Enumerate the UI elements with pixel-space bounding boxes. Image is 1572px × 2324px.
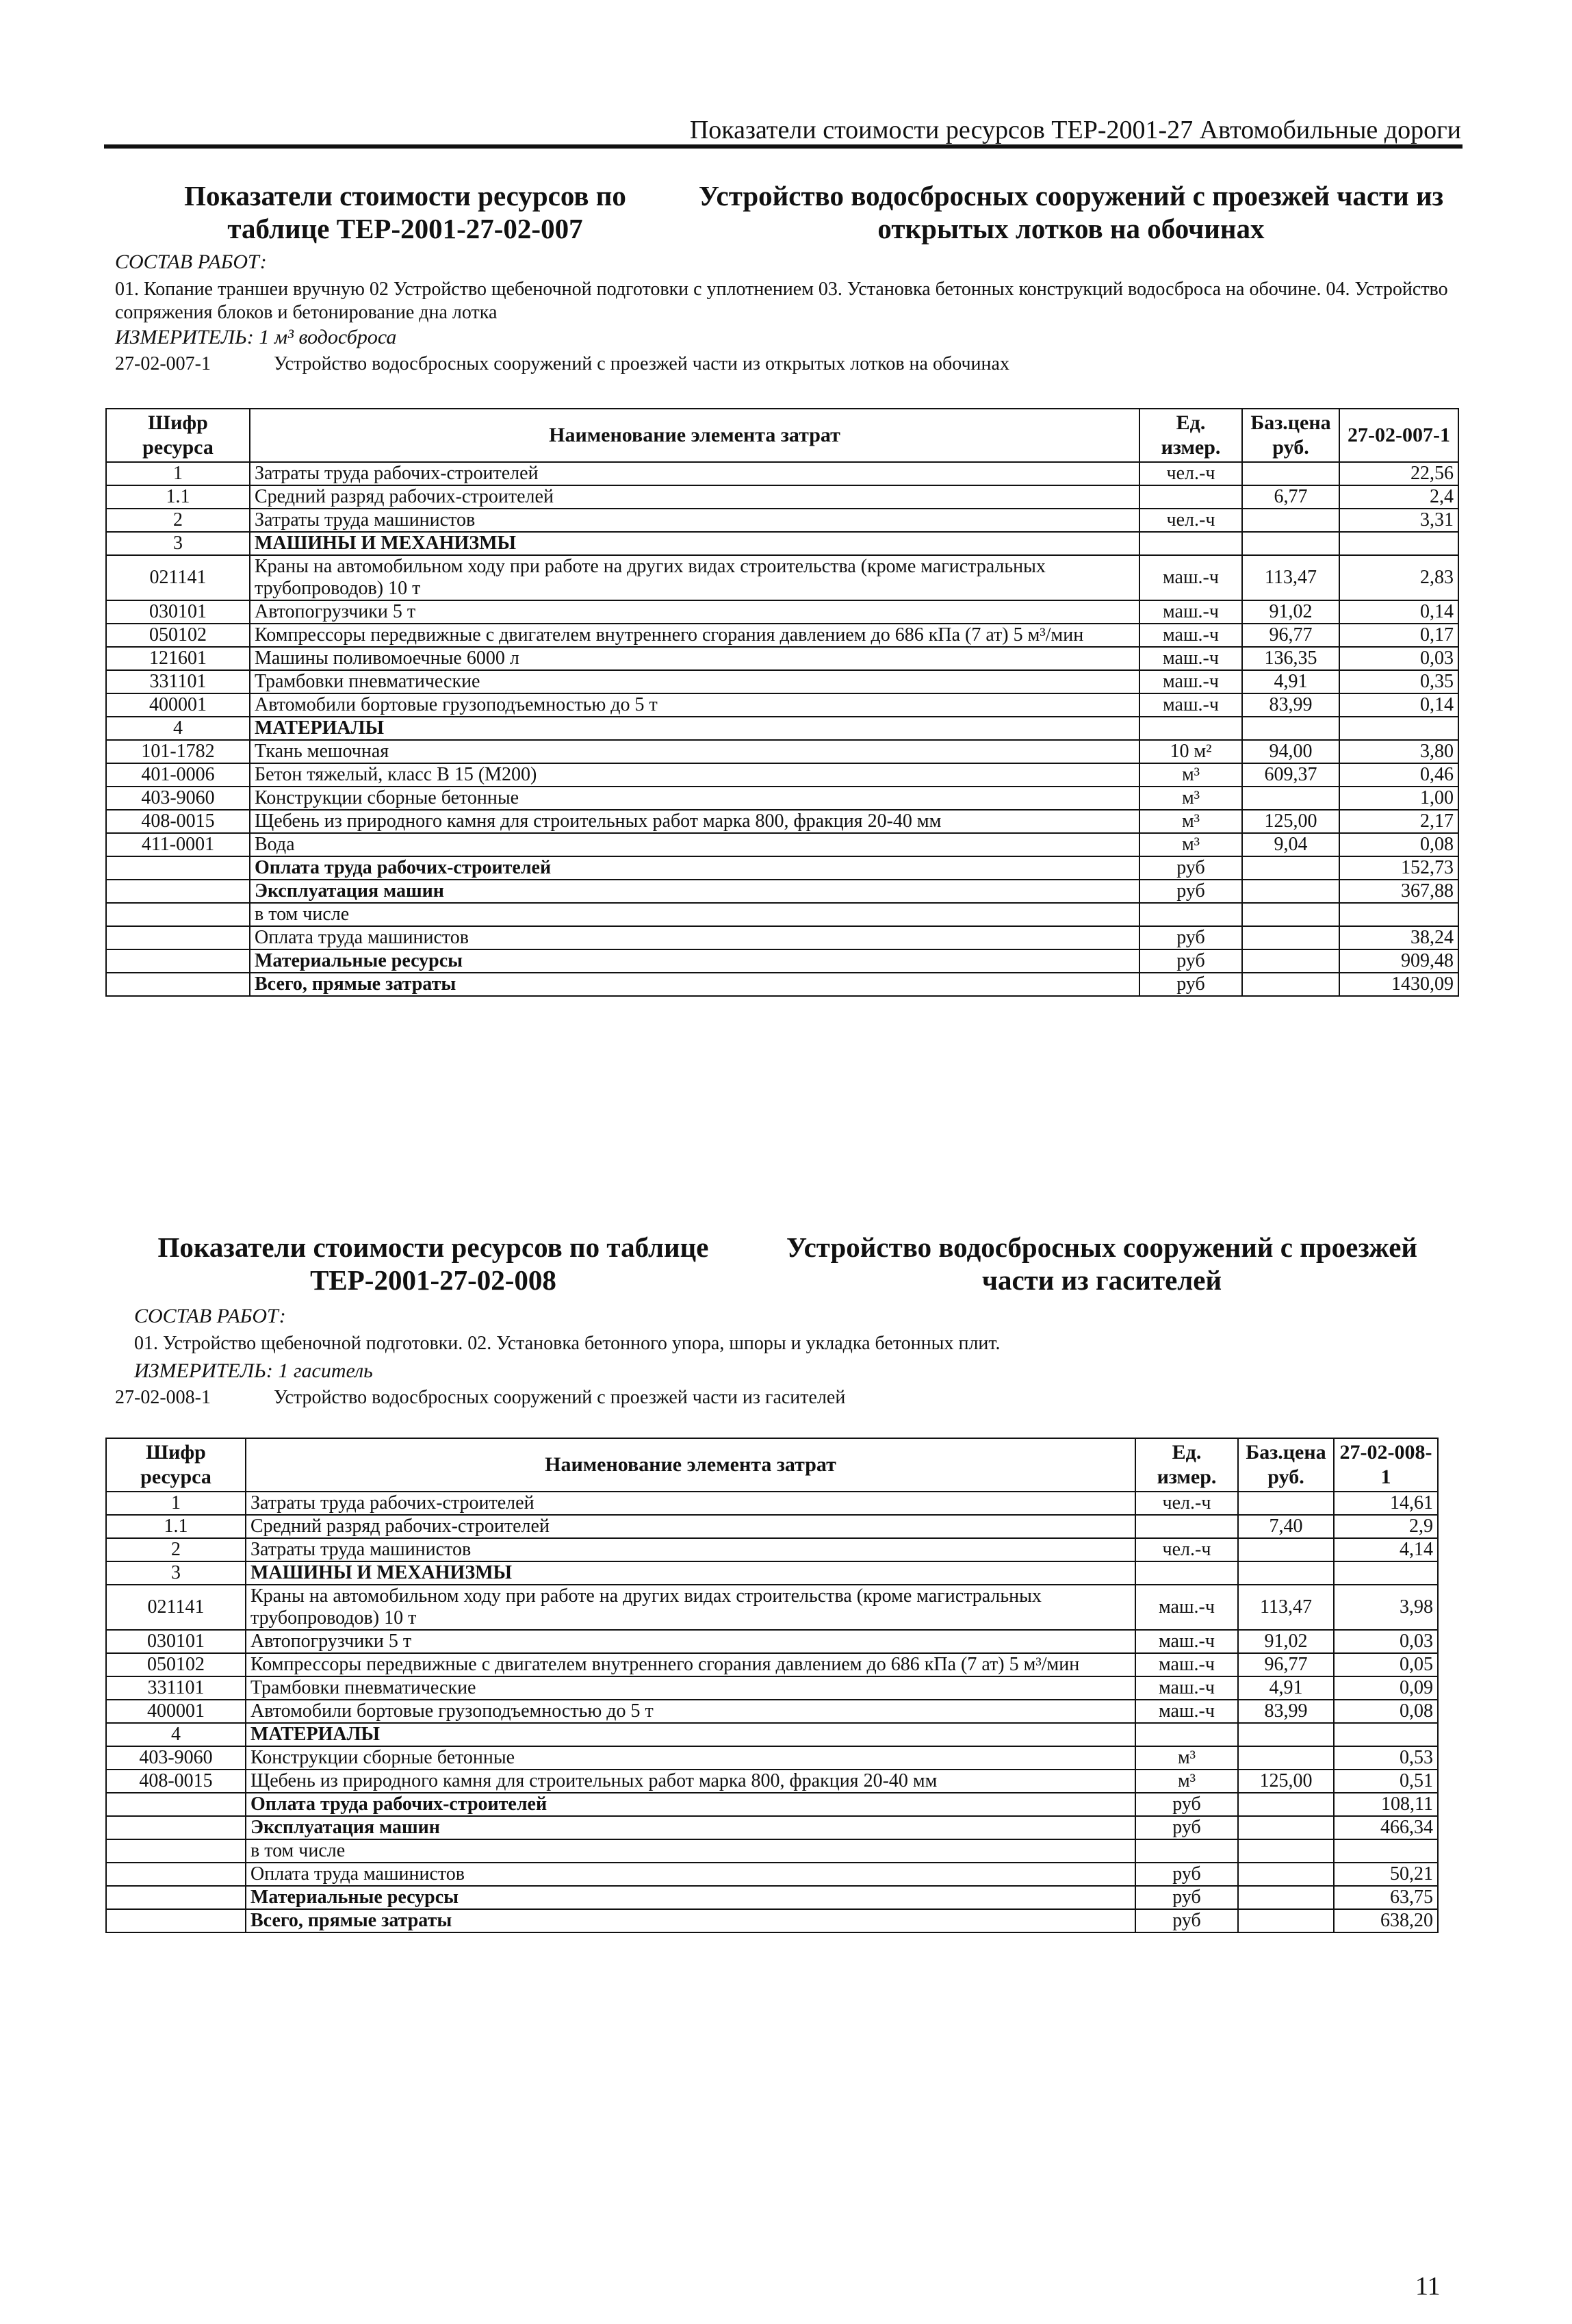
row-code-cell: 1	[106, 1492, 246, 1515]
row-name-cell: Бетон тяжелый, класс В 15 (М200)	[250, 763, 1139, 787]
row-value-cell: 0,03	[1334, 1630, 1438, 1653]
row-price-cell: 6,77	[1242, 485, 1339, 509]
row-code-cell: 411-0001	[106, 833, 250, 856]
row-name-cell: Затраты труда рабочих-строителей	[250, 462, 1139, 485]
row-name-cell: Затраты труда рабочих-строителей	[246, 1492, 1135, 1515]
row-price-cell: 94,00	[1242, 740, 1339, 763]
row-unit-cell: руб	[1135, 1793, 1238, 1816]
row-value-cell: 0,09	[1334, 1676, 1438, 1700]
row-code-cell: 2	[106, 509, 250, 532]
header-unit: Ед. измер.	[1135, 1438, 1238, 1492]
row-price-cell: 4,91	[1238, 1676, 1334, 1700]
header-name: Наименование элемента затрат	[250, 409, 1139, 462]
table-row	[106, 1793, 1438, 1816]
header-name: Наименование элемента затрат	[246, 1438, 1135, 1492]
row-unit-cell: чел.-ч	[1135, 1538, 1238, 1561]
row-code-cell	[106, 856, 250, 880]
table-row	[106, 1561, 1438, 1585]
row-price-cell	[1242, 949, 1339, 973]
row-value-cell	[1334, 1839, 1438, 1863]
header-unit: Ед. измер.	[1139, 409, 1242, 462]
row-price-cell: 113,47	[1242, 555, 1339, 600]
row-price-cell	[1242, 880, 1339, 903]
row-value-cell	[1339, 717, 1458, 740]
row-value-cell: 3,98	[1334, 1585, 1438, 1630]
row-name-cell: МАШИНЫ И МЕХАНИЗМЫ	[250, 532, 1139, 555]
row-unit-cell: маш.-ч	[1139, 555, 1242, 600]
row-code-cell	[106, 1863, 246, 1886]
row-unit-cell: маш.-ч	[1139, 624, 1242, 647]
row-value-cell: 0,08	[1339, 833, 1458, 856]
table-row	[106, 949, 1458, 973]
row-price-cell: 136,35	[1242, 647, 1339, 670]
row-code-cell: 400001	[106, 1700, 246, 1723]
row-value-cell: 14,61	[1334, 1492, 1438, 1515]
row-unit-cell: руб	[1139, 856, 1242, 880]
row-price-cell	[1238, 1839, 1334, 1863]
row-value-cell: 1,00	[1339, 787, 1458, 810]
row-price-cell	[1238, 1538, 1334, 1561]
row-code-cell: 1.1	[106, 485, 250, 509]
row-name-cell: Трамбовки пневматические	[246, 1676, 1135, 1700]
table-header-row	[106, 1438, 1438, 1492]
row-name-cell: Затраты труда машинистов	[246, 1538, 1135, 1561]
row-value-cell: 0,14	[1339, 693, 1458, 717]
header-column: 27-02-008-1	[1334, 1438, 1438, 1492]
row-price-cell	[1242, 787, 1339, 810]
table-row	[106, 833, 1458, 856]
section2-title-right: Устройство водосбросных сооружений с проезжей части из гасителей	[786, 1231, 1418, 1296]
row-code-cell	[106, 1886, 246, 1909]
row-value-cell	[1334, 1561, 1438, 1585]
section1-title-right: Устройство водосбросных сооружений с проезжей части из открытых лотков на обочинах	[698, 180, 1444, 244]
row-price-cell	[1242, 462, 1339, 485]
row-value-cell: 0,35	[1339, 670, 1458, 693]
table-row	[106, 1839, 1438, 1863]
row-code-cell: 1.1	[106, 1515, 246, 1538]
section1-code-ref: 27-02-007-1	[115, 353, 211, 374]
row-price-cell: 83,99	[1238, 1700, 1334, 1723]
row-code-cell: 408-0015	[106, 1770, 246, 1793]
header-rule	[104, 144, 1463, 149]
table-row	[106, 1585, 1438, 1630]
row-unit-cell: руб	[1139, 973, 1242, 996]
section2-code-ref: 27-02-008-1	[115, 1387, 211, 1408]
row-unit-cell: руб	[1139, 926, 1242, 949]
row-name-cell: в том числе	[250, 903, 1139, 926]
row-name-cell: Щебень из природного камня для строительных работ марка 800, фракция 20-40 мм	[250, 810, 1139, 833]
row-unit-cell: м³	[1139, 763, 1242, 787]
row-code-cell	[106, 1793, 246, 1816]
running-header: Показатели стоимости ресурсов ТЕР-2001-27 Автомобильные дороги	[689, 116, 1461, 144]
row-value-cell: 108,11	[1334, 1793, 1438, 1816]
row-code-cell	[106, 903, 250, 926]
table-row	[106, 787, 1458, 810]
row-code-cell: 030101	[106, 1630, 246, 1653]
row-unit-cell: маш.-ч	[1139, 693, 1242, 717]
row-code-cell: 403-9060	[106, 1746, 246, 1770]
row-price-cell	[1242, 509, 1339, 532]
header-price: Баз.цена руб.	[1242, 409, 1339, 462]
row-price-cell: 96,77	[1242, 624, 1339, 647]
row-code-cell: 2	[106, 1538, 246, 1561]
table-row	[106, 926, 1458, 949]
table-row	[106, 485, 1458, 509]
row-unit-cell: чел.-ч	[1139, 462, 1242, 485]
header-column: 27-02-007-1	[1339, 409, 1458, 462]
row-price-cell: 9,04	[1242, 833, 1339, 856]
section2-meter-label: ИЗМЕРИТЕЛЬ: 1 гаситель	[134, 1359, 373, 1382]
row-name-cell: Оплата труда машинистов	[246, 1863, 1135, 1886]
table-row	[106, 740, 1458, 763]
section2-code-desc: Устройство водосбросных сооружений с проезжей части из гасителей	[274, 1387, 846, 1408]
row-unit-cell: маш.-ч	[1135, 1585, 1238, 1630]
row-name-cell: МАШИНЫ И МЕХАНИЗМЫ	[246, 1561, 1135, 1585]
table-row	[106, 1538, 1438, 1561]
row-value-cell: 63,75	[1334, 1886, 1438, 1909]
row-price-cell: 83,99	[1242, 693, 1339, 717]
header-price: Баз.цена руб.	[1238, 1438, 1334, 1492]
row-code-cell: 030101	[106, 600, 250, 624]
row-code-cell: 331101	[106, 670, 250, 693]
table-row	[106, 1700, 1438, 1723]
row-value-cell	[1339, 903, 1458, 926]
row-value-cell: 152,73	[1339, 856, 1458, 880]
table-row	[106, 624, 1458, 647]
row-name-cell: Автомобили бортовые грузоподъемностью до 5 т	[246, 1700, 1135, 1723]
row-name-cell: Средний разряд рабочих-строителей	[250, 485, 1139, 509]
row-unit-cell	[1135, 1561, 1238, 1585]
row-name-cell: Затраты труда машинистов	[250, 509, 1139, 532]
row-code-cell: 050102	[106, 624, 250, 647]
table-row	[106, 532, 1458, 555]
page-number: 11	[1415, 2272, 1441, 2301]
row-unit-cell: руб	[1135, 1886, 1238, 1909]
table-row	[106, 903, 1458, 926]
row-code-cell: 403-9060	[106, 787, 250, 810]
row-price-cell	[1238, 1863, 1334, 1886]
row-value-cell: 38,24	[1339, 926, 1458, 949]
row-name-cell: Всего, прямые затраты	[250, 973, 1139, 996]
row-code-cell: 3	[106, 1561, 246, 1585]
row-code-cell	[106, 880, 250, 903]
row-unit-cell: м³	[1135, 1746, 1238, 1770]
row-value-cell: 466,34	[1334, 1816, 1438, 1839]
table-row	[106, 1653, 1438, 1676]
row-unit-cell: руб	[1135, 1863, 1238, 1886]
row-value-cell: 3,80	[1339, 740, 1458, 763]
row-code-cell	[106, 926, 250, 949]
row-code-cell: 408-0015	[106, 810, 250, 833]
row-code-cell: 021141	[106, 555, 250, 600]
row-unit-cell: чел.-ч	[1135, 1492, 1238, 1515]
row-unit-cell: маш.-ч	[1135, 1630, 1238, 1653]
row-code-cell	[106, 1909, 246, 1932]
row-price-cell	[1238, 1793, 1334, 1816]
table-row	[106, 647, 1458, 670]
row-price-cell	[1238, 1561, 1334, 1585]
row-name-cell: Ткань мешочная	[250, 740, 1139, 763]
row-price-cell: 125,00	[1238, 1770, 1334, 1793]
table-row	[106, 600, 1458, 624]
row-price-cell	[1242, 856, 1339, 880]
header-code: Шифр ресурса	[106, 1438, 246, 1492]
row-name-cell: Автомобили бортовые грузоподъемностью до 5 т	[250, 693, 1139, 717]
row-price-cell: 113,47	[1238, 1585, 1334, 1630]
table-row	[106, 1816, 1438, 1839]
table-row	[106, 555, 1458, 600]
row-value-cell: 0,03	[1339, 647, 1458, 670]
row-code-cell: 121601	[106, 647, 250, 670]
table-row	[106, 670, 1458, 693]
row-value-cell	[1334, 1723, 1438, 1746]
table-row	[106, 1723, 1438, 1746]
row-unit-cell: руб	[1139, 880, 1242, 903]
row-unit-cell: маш.-ч	[1135, 1653, 1238, 1676]
row-unit-cell: руб	[1139, 949, 1242, 973]
row-unit-cell: маш.-ч	[1139, 670, 1242, 693]
row-price-cell	[1238, 1723, 1334, 1746]
row-code-cell: 4	[106, 717, 250, 740]
row-price-cell: 7,40	[1238, 1515, 1334, 1538]
row-name-cell: Конструкции сборные бетонные	[250, 787, 1139, 810]
section2-resource-table	[105, 1438, 1439, 1933]
table-row	[106, 462, 1458, 485]
row-unit-cell	[1139, 532, 1242, 555]
row-price-cell	[1238, 1492, 1334, 1515]
row-code-cell: 021141	[106, 1585, 246, 1630]
row-value-cell: 4,14	[1334, 1538, 1438, 1561]
row-value-cell: 638,20	[1334, 1909, 1438, 1932]
table-row	[106, 717, 1458, 740]
row-value-cell: 1430,09	[1339, 973, 1458, 996]
row-code-cell	[106, 973, 250, 996]
row-name-cell: Материальные ресурсы	[250, 949, 1139, 973]
section1-resource-table	[105, 408, 1459, 997]
row-code-cell: 050102	[106, 1653, 246, 1676]
row-value-cell: 0,53	[1334, 1746, 1438, 1770]
table-row	[106, 1886, 1438, 1909]
section1-meter-label: ИЗМЕРИТЕЛЬ: 1 м³ водосброса	[115, 326, 397, 348]
row-name-cell: Краны на автомобильном ходу при работе на других видах строительства (кроме магистральных трубопроводов) 10 т	[250, 555, 1139, 600]
row-unit-cell: маш.-ч	[1135, 1700, 1238, 1723]
row-name-cell: Оплата труда машинистов	[250, 926, 1139, 949]
row-value-cell: 3,31	[1339, 509, 1458, 532]
row-price-cell: 4,91	[1242, 670, 1339, 693]
section1-works-text: 01. Копание траншеи вручную 02 Устройство щебеночной подготовки с уплотнением 03. Установка бетонных конструкций водосброса на обочине. 04. Устройство сопряжения блоков и бетонирование дна лотка	[115, 279, 1448, 323]
section2-works-text: 01. Устройство щебеночной подготовки. 02. Установка бетонного упора, шпоры и укладка бетонных плит.	[134, 1333, 1001, 1354]
row-value-cell: 0,14	[1339, 600, 1458, 624]
row-code-cell: 401-0006	[106, 763, 250, 787]
row-price-cell	[1242, 903, 1339, 926]
row-name-cell: Машины поливомоечные 6000 л	[250, 647, 1139, 670]
row-price-cell: 96,77	[1238, 1653, 1334, 1676]
row-value-cell: 50,21	[1334, 1863, 1438, 1886]
row-value-cell: 22,56	[1339, 462, 1458, 485]
table-row	[106, 1909, 1438, 1932]
row-value-cell: 0,51	[1334, 1770, 1438, 1793]
row-name-cell: Краны на автомобильном ходу при работе на других видах строительства (кроме магистральных трубопроводов) 10 т	[246, 1585, 1135, 1630]
row-name-cell: Конструкции сборные бетонные	[246, 1746, 1135, 1770]
row-name-cell: Автопогрузчики 5 т	[250, 600, 1139, 624]
row-code-cell: 4	[106, 1723, 246, 1746]
row-code-cell: 101-1782	[106, 740, 250, 763]
row-value-cell: 2,9	[1334, 1515, 1438, 1538]
row-code-cell	[106, 1839, 246, 1863]
section1-code-desc: Устройство водосбросных сооружений с проезжей части из открытых лотков на обочинах	[274, 353, 1009, 374]
row-unit-cell	[1139, 717, 1242, 740]
row-price-cell	[1238, 1816, 1334, 1839]
row-value-cell: 0,46	[1339, 763, 1458, 787]
table-header-row	[106, 409, 1458, 462]
row-unit-cell: м³	[1139, 810, 1242, 833]
row-unit-cell: м³	[1135, 1770, 1238, 1793]
row-name-cell: Щебень из природного камня для строительных работ марка 800, фракция 20-40 мм	[246, 1770, 1135, 1793]
row-price-cell: 91,02	[1238, 1630, 1334, 1653]
table-row	[106, 880, 1458, 903]
row-name-cell: МАТЕРИАЛЫ	[246, 1723, 1135, 1746]
row-unit-cell: маш.-ч	[1139, 600, 1242, 624]
section2-title-left: Показатели стоимости ресурсов по таблице ТЕР-2001-27-02-008	[157, 1231, 709, 1296]
row-unit-cell: маш.-ч	[1139, 647, 1242, 670]
section1-title-left: Показатели стоимости ресурсов по таблице ТЕР-2001-27-02-007	[184, 180, 626, 244]
row-code-cell: 1	[106, 462, 250, 485]
table-row	[106, 763, 1458, 787]
row-price-cell	[1242, 926, 1339, 949]
row-name-cell: Трамбовки пневматические	[250, 670, 1139, 693]
row-name-cell: Средний разряд рабочих-строителей	[246, 1515, 1135, 1538]
row-code-cell: 3	[106, 532, 250, 555]
section1-works-label: СОСТАВ РАБОТ:	[115, 251, 267, 273]
table-row	[106, 1863, 1438, 1886]
row-price-cell	[1242, 532, 1339, 555]
row-code-cell: 400001	[106, 693, 250, 717]
table-row	[106, 509, 1458, 532]
row-unit-cell: чел.-ч	[1139, 509, 1242, 532]
row-price-cell	[1238, 1909, 1334, 1932]
table-row	[106, 1515, 1438, 1538]
row-unit-cell: маш.-ч	[1135, 1676, 1238, 1700]
row-name-cell: Вода	[250, 833, 1139, 856]
row-value-cell: 0,17	[1339, 624, 1458, 647]
row-value-cell: 2,83	[1339, 555, 1458, 600]
table-row	[106, 1770, 1438, 1793]
row-name-cell: Всего, прямые затраты	[246, 1909, 1135, 1932]
row-price-cell	[1238, 1886, 1334, 1909]
row-unit-cell	[1135, 1515, 1238, 1538]
row-price-cell	[1238, 1746, 1334, 1770]
row-price-cell: 609,37	[1242, 763, 1339, 787]
row-unit-cell: м³	[1139, 787, 1242, 810]
row-price-cell	[1242, 973, 1339, 996]
header-code: Шифр ресурса	[106, 409, 250, 462]
row-unit-cell: м³	[1139, 833, 1242, 856]
row-code-cell	[106, 1816, 246, 1839]
table-row	[106, 693, 1458, 717]
row-unit-cell: 10 м²	[1139, 740, 1242, 763]
row-value-cell: 0,05	[1334, 1653, 1438, 1676]
row-value-cell: 909,48	[1339, 949, 1458, 973]
row-name-cell: Эксплуатация машин	[250, 880, 1139, 903]
table-row	[106, 1676, 1438, 1700]
row-unit-cell: руб	[1135, 1816, 1238, 1839]
row-name-cell: Эксплуатация машин	[246, 1816, 1135, 1839]
table-row	[106, 1492, 1438, 1515]
row-value-cell	[1339, 532, 1458, 555]
table-row	[106, 1630, 1438, 1653]
row-unit-cell	[1135, 1723, 1238, 1746]
row-unit-cell	[1135, 1839, 1238, 1863]
row-code-cell: 331101	[106, 1676, 246, 1700]
row-value-cell: 2,17	[1339, 810, 1458, 833]
table-row	[106, 810, 1458, 833]
row-name-cell: Оплата труда рабочих-строителей	[250, 856, 1139, 880]
row-value-cell: 0,08	[1334, 1700, 1438, 1723]
row-price-cell	[1242, 717, 1339, 740]
row-name-cell: Компрессоры передвижные с двигателем внутреннего сгорания давлением до 686 кПа (7 ат) 5 м³/мин	[250, 624, 1139, 647]
row-name-cell: в том числе	[246, 1839, 1135, 1863]
row-price-cell: 125,00	[1242, 810, 1339, 833]
row-value-cell: 2,4	[1339, 485, 1458, 509]
row-code-cell	[106, 949, 250, 973]
row-unit-cell: руб	[1135, 1909, 1238, 1932]
row-name-cell: МАТЕРИАЛЫ	[250, 717, 1139, 740]
row-value-cell: 367,88	[1339, 880, 1458, 903]
row-name-cell: Компрессоры передвижные с двигателем внутреннего сгорания давлением до 686 кПа (7 ат) 5 м³/мин	[246, 1653, 1135, 1676]
row-name-cell: Автопогрузчики 5 т	[246, 1630, 1135, 1653]
row-price-cell: 91,02	[1242, 600, 1339, 624]
row-unit-cell	[1139, 903, 1242, 926]
row-name-cell: Оплата труда рабочих-строителей	[246, 1793, 1135, 1816]
section2-works-label: СОСТАВ РАБОТ:	[134, 1305, 286, 1327]
table-row	[106, 856, 1458, 880]
row-unit-cell	[1139, 485, 1242, 509]
table-row	[106, 973, 1458, 996]
row-name-cell: Материальные ресурсы	[246, 1886, 1135, 1909]
table-row	[106, 1746, 1438, 1770]
